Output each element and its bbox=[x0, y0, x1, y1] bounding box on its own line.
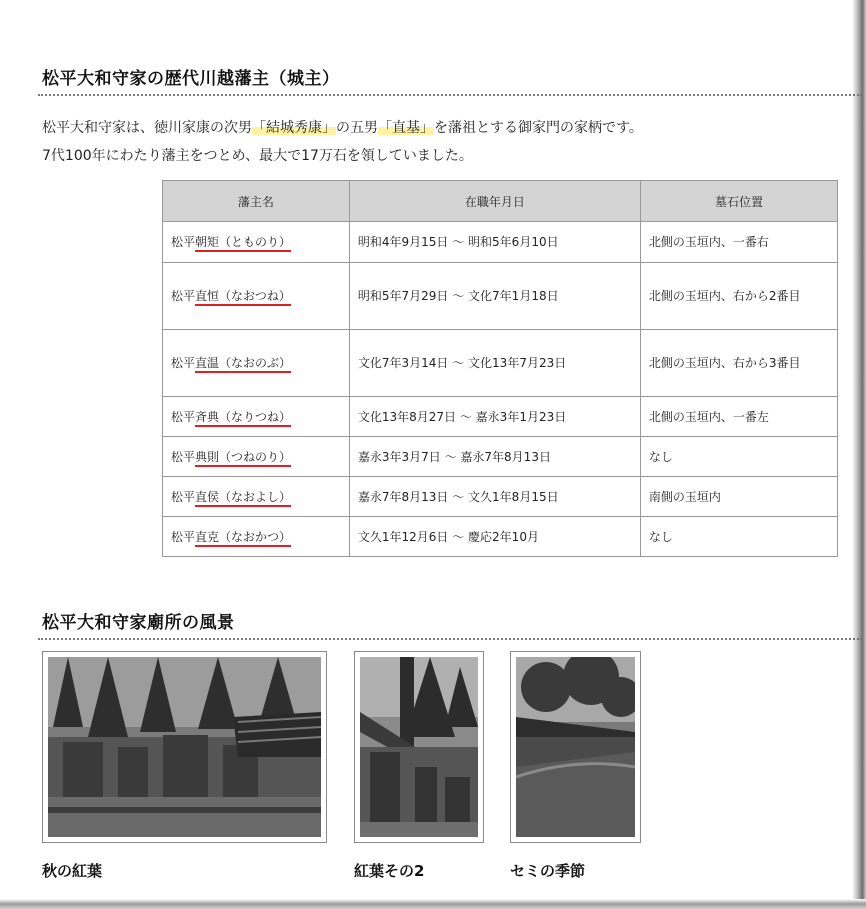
heading-divider bbox=[38, 94, 862, 96]
intro-text: を藩祖とする御家門の家柄です。 bbox=[434, 120, 643, 136]
lord-term: 嘉永7年8月13日 ～ 文久1年8月15日 bbox=[349, 477, 640, 517]
lord-name bbox=[163, 222, 350, 263]
name-underlined: 斉典（なりつね） bbox=[195, 410, 291, 427]
lord-grave: 北側の玉垣内、一番右 bbox=[640, 222, 837, 263]
lord-grave: 南側の玉垣内 bbox=[640, 477, 837, 517]
name-prefix: 松平 bbox=[171, 489, 196, 504]
lord-term: 明和5年7月29日 ～ 文化7年1月18日 bbox=[349, 263, 640, 330]
photo-image bbox=[516, 657, 635, 837]
photo-caption: 秋の紅葉 bbox=[42, 862, 103, 880]
grave-scene-photo bbox=[48, 657, 321, 837]
lord-term: 文久1年12月6日 ～ 慶応2年10月 bbox=[349, 517, 640, 557]
table-row bbox=[163, 477, 838, 517]
highlight-hideyasu: 「結城秀康」 bbox=[252, 120, 336, 136]
photo-cicada-season[interactable] bbox=[510, 651, 641, 843]
photo-image bbox=[48, 657, 321, 837]
photo-caption: 紅葉その2 bbox=[354, 862, 425, 880]
lord-name bbox=[163, 397, 350, 437]
table-row bbox=[163, 263, 838, 330]
intro-paragraph bbox=[42, 114, 822, 170]
table-header-row bbox=[163, 181, 838, 222]
name-underlined: 直侯（なおよし） bbox=[195, 490, 291, 507]
name-prefix: 松平 bbox=[171, 289, 196, 303]
heading-divider bbox=[38, 638, 862, 640]
table-row bbox=[163, 222, 838, 263]
lord-grave: 北側の玉垣内、一番左 bbox=[640, 397, 837, 437]
highlight-naomoto: 「直基」 bbox=[378, 120, 434, 136]
lord-name bbox=[163, 477, 350, 517]
lord-name bbox=[163, 263, 350, 330]
photo-autumn-leaves[interactable] bbox=[42, 651, 327, 843]
lord-grave: なし bbox=[640, 437, 837, 477]
grave-scene-photo bbox=[516, 657, 635, 837]
name-underlined: 直温（なおのぶ） bbox=[195, 356, 291, 373]
lord-name bbox=[163, 437, 350, 477]
photo-caption: セミの季節 bbox=[510, 862, 586, 880]
lord-grave: 北側の玉垣内、右から2番目 bbox=[640, 263, 837, 330]
lord-grave: 北側の玉垣内、右から3番目 bbox=[640, 330, 837, 397]
lord-term: 文化13年8月27日 ～ 嘉永3年1月23日 bbox=[349, 397, 640, 437]
lord-term: 嘉永3年3月7日 ～ 嘉永7年8月13日 bbox=[349, 437, 640, 477]
intro-line-1 bbox=[42, 114, 822, 142]
lord-name bbox=[163, 330, 350, 397]
name-underlined: 朝矩（とものり） bbox=[195, 235, 291, 252]
lord-term: 文化7年3月14日 ～ 文化13年7月23日 bbox=[349, 330, 640, 397]
header-grave: 墓石位置 bbox=[640, 181, 837, 222]
grave-scene-photo bbox=[360, 657, 478, 837]
header-name: 藩主名 bbox=[163, 181, 350, 222]
header-term: 在職年月日 bbox=[349, 181, 640, 222]
name-prefix: 松平 bbox=[171, 235, 196, 249]
photo-image bbox=[360, 657, 478, 837]
lords-table bbox=[162, 180, 838, 557]
name-prefix: 松平 bbox=[171, 449, 196, 464]
scan-edge-right bbox=[852, 0, 866, 909]
intro-line-2: 7代100年にわたり藩主をつとめ、最大で17万石を領していました。 bbox=[42, 148, 473, 164]
table-row bbox=[163, 330, 838, 397]
section-heading-scenery: 松平大和守家廟所の風景 bbox=[42, 613, 235, 633]
name-prefix: 松平 bbox=[171, 409, 196, 424]
intro-text: の五男 bbox=[336, 120, 378, 136]
name-prefix: 松平 bbox=[171, 529, 196, 544]
lord-grave: なし bbox=[640, 517, 837, 557]
name-underlined: 直克（なおかつ） bbox=[195, 530, 291, 547]
table-row bbox=[163, 437, 838, 477]
name-underlined: 典則（つねのり） bbox=[195, 450, 291, 467]
intro-text: 松平大和守家は、徳川家康の次男 bbox=[42, 120, 252, 136]
table-row bbox=[163, 397, 838, 437]
photo-autumn-leaves-2[interactable] bbox=[354, 651, 484, 843]
section-heading-lords: 松平大和守家の歴代川越藩主（城主） bbox=[42, 69, 340, 89]
lord-term: 明和4年9月15日 ～ 明和5年6月10日 bbox=[349, 222, 640, 263]
table-row bbox=[163, 517, 838, 557]
scan-edge-bottom bbox=[0, 899, 866, 909]
name-underlined: 直恒（なおつね） bbox=[195, 289, 291, 306]
lord-name bbox=[163, 517, 350, 557]
name-prefix: 松平 bbox=[171, 356, 196, 370]
